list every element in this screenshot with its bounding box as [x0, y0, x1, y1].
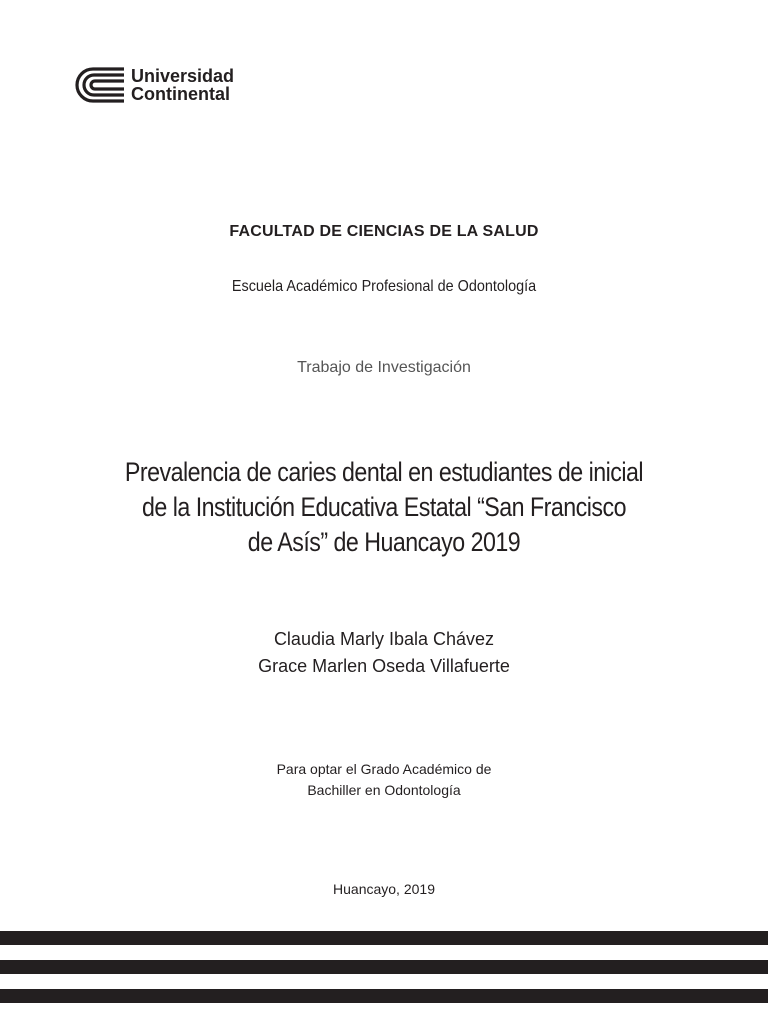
thesis-title-line: Prevalencia de caries dental en estudiantes de inicial [124, 457, 644, 487]
degree-line: Para optar el Grado Académico de [276, 761, 492, 777]
thesis-title-line: de la Institución Educativa Estatal “San Francisco [141, 492, 627, 522]
logo-line-1: Universidad [131, 66, 235, 86]
decorative-stripe [0, 931, 768, 945]
decorative-stripe [0, 989, 768, 1003]
author-name: Claudia Marly Ibala Chávez [273, 629, 495, 649]
degree-statement [0, 759, 768, 801]
thesis-title [0, 455, 768, 560]
decorative-stripe [0, 960, 768, 974]
logo-wordmark [131, 67, 234, 103]
school-name: Escuela Académico Profesional de Odontología [231, 278, 537, 295]
faculty-heading: FACULTAD DE CIENCIAS DE LA SALUD [229, 223, 539, 240]
author-name: Grace Marlen Oseda Villafuerte [258, 656, 510, 676]
logo-line-2: Continental [131, 84, 230, 104]
uc-emblem-icon [74, 66, 126, 104]
university-logo [74, 66, 234, 104]
authors [0, 626, 768, 680]
work-type: Trabajo de Investigación [297, 359, 471, 376]
thesis-title-line: de Asís” de Huancayo 2019 [247, 527, 521, 557]
degree-line: Bachiller en Odontología [307, 782, 461, 798]
city-date: Huancayo, 2019 [333, 881, 435, 897]
